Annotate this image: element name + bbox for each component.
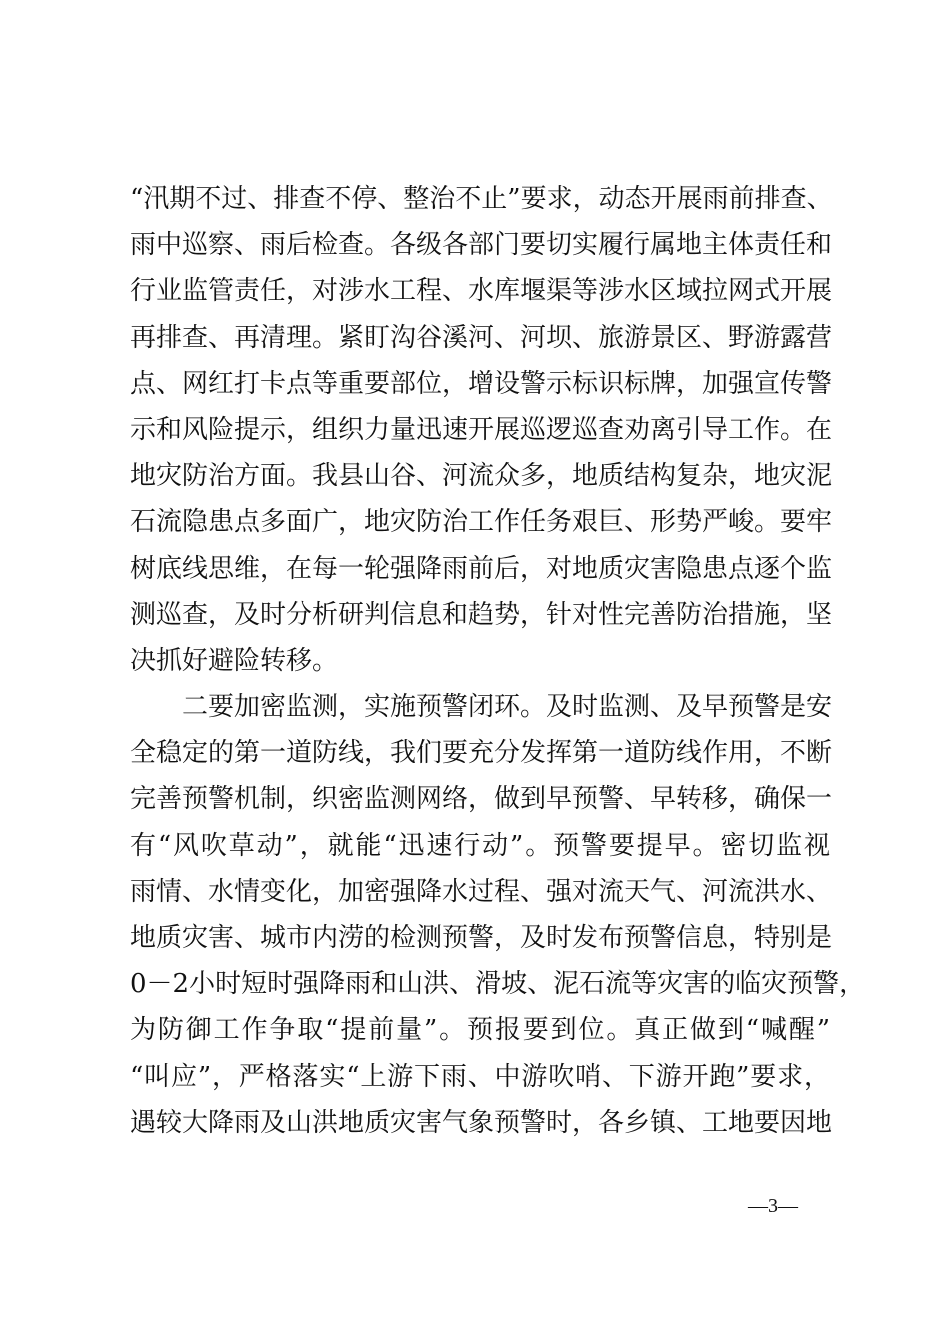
text-line: 有“风吹草动”，就能“迅速行动”。预警要提早。密切监视 (130, 830, 830, 861)
text-line: 再排查、再清理。紧盯沟谷溪河、河坝、旅游景区、野游露营 (130, 322, 833, 353)
text-line: 决抓好避险转移。 (130, 645, 339, 676)
paragraph-first-line: 二要加密监测，实施预警闭环。及时监测、及早预警是安 (182, 692, 833, 723)
text-line: 树底线思维，在每一轮强降雨前后，对地质灾害隐患点逐个监 (130, 553, 833, 584)
text-line: 遇较大降雨及山洪地质灾害气象预警时，各乡镇、工地要因地 (130, 1107, 833, 1138)
text-line: 为防御工作争取“提前量”。预报要到位。真正做到“喊醒” (130, 1015, 830, 1046)
text-line: 测巡查，及时分析研判信息和趋势，针对性完善防治措施，坚 (130, 599, 833, 630)
page-number: —3— (748, 1195, 798, 1217)
text-line: “汛期不过、排查不停、整治不止”要求，动态开展雨前排查、 (130, 184, 833, 214)
text-line: 石流隐患点多面广，地灾防治工作任务艰巨、形势严峻。要牢 (130, 507, 833, 538)
text-line: 雨情、水情变化，加密强降水过程、强对流天气、河流洪水、 (130, 876, 833, 907)
text-line: 完善预警机制，织密监测网络，做到早预警、早转移，确保一 (130, 784, 833, 815)
text-line: 0－2小时短时强降雨和山洪、滑坡、泥石流等灾害的临灾预警， (130, 969, 866, 1000)
text-line: 雨中巡察、雨后检查。各级各部门要切实履行属地主体责任和 (130, 230, 833, 261)
text-line: 示和风险提示，组织力量迅速开展巡逻巡查劝离引导工作。在 (130, 414, 833, 445)
text-line: 地灾防治方面。我县山谷、河流众多，地质结构复杂，地灾泥 (130, 461, 833, 492)
text-line: 全稳定的第一道防线，我们要充分发挥第一道防线作用，不断 (130, 738, 833, 769)
text-line: “叫应”，严格落实“上游下雨、中游吹哨、下游开跑”要求， (130, 1061, 830, 1092)
document-body (130, 176, 866, 1146)
text-line: 行业监管责任，对涉水工程、水库堰渠等涉水区域拉网式开展 (130, 276, 833, 307)
text-line: 地质灾害、城市内涝的检测预警，及时发布预警信息，特别是 (130, 923, 833, 953)
text-line: 点、网红打卡点等重要部位，增设警示标识标牌，加强宣传警 (130, 368, 833, 399)
